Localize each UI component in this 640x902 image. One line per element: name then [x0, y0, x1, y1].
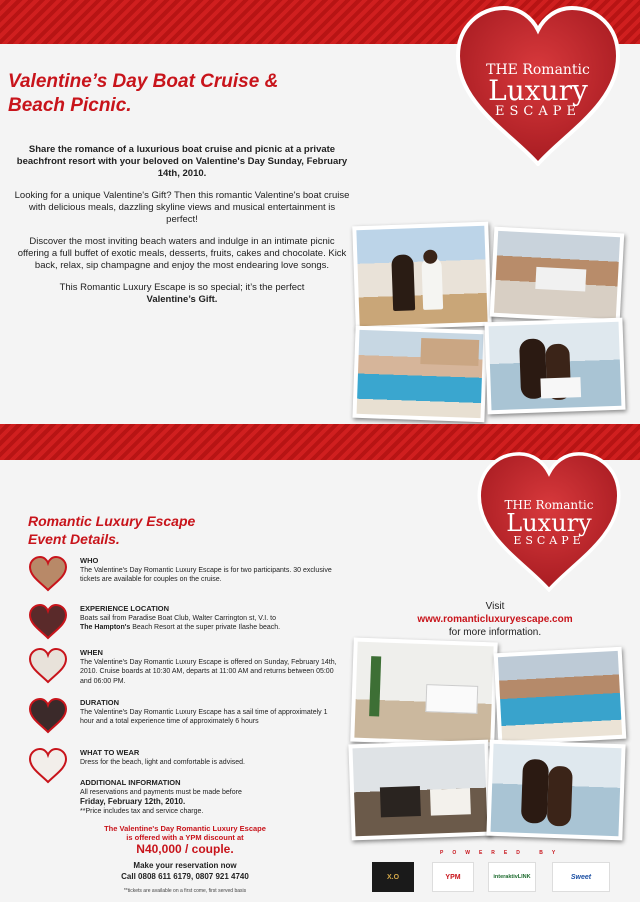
detail-duration-body: The Valentine's Day Romantic Luxury Escape has a sail time of approximately 1 hour and a total experience time of approximately 6 hours [80, 708, 328, 725]
detail-when-title: WHEN [80, 648, 103, 657]
intro-text [14, 144, 350, 316]
photo-couple-beach-2 [486, 740, 625, 841]
additional-title: ADDITIONAL INFORMATION [80, 778, 181, 787]
visit-label: Visit [485, 601, 505, 612]
intro-para-2: Looking for a unique Valentine's Gift? Then this romantic Valentine's boat cruise with delicious meals, dazzling skyline views and musical entertainment is perfect! [14, 190, 350, 225]
detail-wear-body: Dress for the beach, light and comfortable is advised. [80, 758, 245, 766]
detail-location-bold: The Hampton's [80, 624, 131, 631]
details-heading [28, 512, 268, 548]
brand-line3: ESCAPE [495, 104, 581, 119]
detail-location-title: EXPERIENCE LOCATION [80, 604, 170, 613]
brand-line2: Luxury [506, 509, 592, 537]
brand-line2: Luxury [488, 74, 588, 107]
detail-duration [28, 698, 328, 746]
detail-wear [28, 748, 328, 778]
detail-location-text: Boats sail from Paradise Boat Club, Walter Carrington st, V.I. to [80, 614, 276, 622]
brand-line1: THE Romantic [504, 498, 594, 512]
additional-note: **Price includes tax and service charge. [80, 807, 204, 815]
intro-para-1: Share the romance of a luxurious boat cruise and picnic at a private beachfront resort with your beloved on Valentine's Day Sunday, February 14th, 2010. [16, 144, 348, 179]
heart-photo-icon [28, 604, 68, 640]
heart-photo-icon [28, 748, 68, 784]
intro-para-4-lead: This Romantic Luxury Escape is so special; it’s the perfect [59, 282, 305, 293]
detail-who [28, 556, 332, 600]
photo-pool [352, 326, 487, 423]
detail-duration-title: DURATION [80, 698, 120, 707]
offer-line2: is offered with a YPM discount at [126, 833, 244, 842]
visit-block [380, 600, 610, 639]
page-title: Valentine’s Day Boat Cruise & Beach Picnic. [8, 71, 279, 116]
photo-couple-picnic [352, 222, 492, 331]
heart-logo [452, 4, 624, 166]
website-link[interactable]: www.romanticluxuryescape.com [417, 614, 573, 625]
detail-who-body: The Valentine's Day Romantic Luxury Escape is for two participants. 30 exclusive tickets are available for couples on the cruise. [80, 566, 332, 583]
detail-location [28, 604, 328, 648]
details-heading-line2: Event Details. [28, 531, 120, 547]
additional-info [80, 778, 290, 816]
detail-location-tail: Beach Resort at the super private Ilashe beach. [132, 624, 281, 631]
photo-pool-2 [494, 647, 627, 746]
heart-photo-icon [28, 556, 68, 592]
reservation-block [80, 860, 290, 882]
sponsor-logo-ypm[interactable]: YPM [432, 862, 474, 892]
brand-line1: THE Romantic [486, 62, 590, 78]
photo-room [350, 638, 498, 747]
photo-couple-beach [484, 318, 625, 415]
detail-location-body [80, 614, 340, 633]
sponsor-logo-sweet[interactable]: Sweet [552, 862, 610, 892]
visit-more: for more information. [448, 627, 542, 638]
details-heading-line1: Romantic Luxury Escape [28, 513, 196, 529]
offer-line1: The Valentine's Day Romantic Luxury Escape [104, 824, 266, 833]
photo-resort-terrace [490, 227, 625, 324]
intro-para-3: Discover the most inviting beach waters and indulge in an intimate picnic offering a full buffet of exotic meals, desserts, fruits, cakes and chocolate. Kick back, relax, sip champagne and enjoy the most endearing love songs. [17, 236, 347, 271]
detail-when-body: The Valentine's Day Romantic Luxury Escape is offered on Sunday, February 14th, 2010. Cruise boards at 10:30 AM, departs at 11:00 AM and returns between 05:00 and 06:00 PM. [80, 658, 337, 685]
offer-price: N40,000 / couple. [136, 842, 234, 856]
additional-date: Friday, February 12th, 2010. [80, 797, 186, 806]
tickets-note: **tickets are available on a first come, first served basis [123, 888, 247, 894]
heart-photo-icon [28, 698, 68, 734]
brand-line3: ESCAPE [513, 534, 585, 547]
sponsor-logo-interaktiv[interactable]: interaktivLINK [488, 862, 536, 892]
intro-para-4 [14, 282, 350, 306]
powered-by-label: POWERED BY [440, 850, 565, 856]
additional-body: All reservations and payments must be made before [80, 788, 242, 796]
heart-logo-2 [474, 450, 624, 592]
detail-when [28, 648, 337, 696]
heart-photo-icon [28, 648, 68, 684]
detail-who-title: WHO [80, 556, 99, 565]
intro-para-4-bold: Valentine’s Gift. [146, 294, 218, 305]
detail-wear-title: WHAT TO WEAR [80, 748, 140, 757]
reserve-line1: Make your reservation now [133, 861, 237, 870]
reserve-phone[interactable]: Call 0808 611 6179, 0807 921 4740 [121, 872, 249, 881]
offer-block [80, 824, 290, 856]
sponsor-logo-xo[interactable]: X.O [372, 862, 414, 892]
photo-lounge [348, 740, 491, 841]
